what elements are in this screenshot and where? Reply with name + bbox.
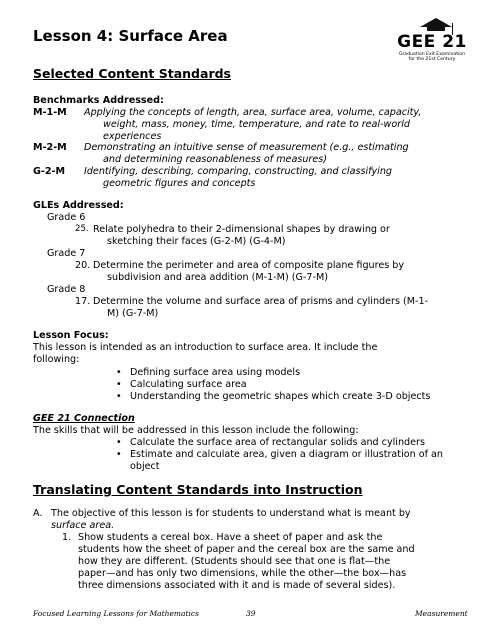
gee-bullet-cont: object <box>130 461 160 472</box>
benchmark-code: M-1-M <box>33 107 67 118</box>
gee-bullet: • Calculate the surface area of rectangular solids and cylinders <box>130 437 425 449</box>
footer-left: Focused Learning Lessons for Mathematics <box>33 609 199 618</box>
logo-text: GEE 21 <box>397 32 467 52</box>
translating-heading: Translating Content Standards into Instruction <box>33 482 363 497</box>
benchmark-text: Applying the concepts of length, area, surface area, volume, capacity, <box>84 107 422 118</box>
step-text: how they are different. (Students should see that one is flat—the <box>78 556 391 567</box>
gee-bullet: • Estimate and calculate area, given a diagram or illustration of an <box>130 449 443 461</box>
gle-text: subdivision and area addition (M-1-M) (G-7-M) <box>107 272 328 283</box>
gle-text: Determine the volume and surface area of prisms and cylinders (M-1- <box>93 296 429 307</box>
benchmark-text: weight, mass, money, time, temperature, and rate to real-world <box>103 119 410 130</box>
gee-connection-label: GEE 21 Connection <box>33 413 135 424</box>
grade-label: Grade 7 <box>47 248 86 259</box>
logo-subtitle-1: Graduation Exit Examination <box>398 52 466 57</box>
focus-bullet: • Understanding the geometric shapes which create 3-D objects <box>130 391 430 403</box>
benchmark-code: M-2-M <box>33 142 67 153</box>
page-number: 39 <box>246 609 256 618</box>
objective-text: surface area. <box>51 520 115 531</box>
gee21-logo <box>392 18 472 66</box>
grade-label: Grade 8 <box>47 284 86 295</box>
gee-intro: The skills that will be addressed in this lesson include the following: <box>33 425 359 436</box>
focus-label: Lesson Focus: <box>33 330 109 341</box>
benchmark-text: experiences <box>103 131 162 142</box>
benchmark-text: Demonstrating an intuitive sense of measurement (e.g., estimating <box>84 142 409 153</box>
focus-bullet: • Defining surface area using models <box>130 367 300 379</box>
focus-bullet: • Calculating surface area <box>130 379 247 391</box>
gle-number: 17. <box>75 296 91 307</box>
step-number: 1. <box>62 532 72 543</box>
graduation-cap-base <box>427 26 445 31</box>
step-text: Show students a cereal box. Have a sheet of paper and ask the <box>78 532 383 543</box>
list-marker: A. <box>33 508 43 519</box>
gle-text: M) (G-7-M) <box>107 308 159 319</box>
footer-right: Measurement <box>415 609 468 618</box>
gle-number: 25. <box>75 224 89 234</box>
benchmark-text: geometric figures and concepts <box>103 178 256 189</box>
gle-text: Determine the perimeter and area of composite plane figures by <box>93 260 405 271</box>
page-title: Lesson 4: Surface Area <box>33 27 228 45</box>
step-text: students how the sheet of paper and the cereal box are the same and <box>78 544 415 555</box>
benchmark-text: and determining reasonableness of measures) <box>103 154 328 165</box>
gle-number: 20. <box>75 260 91 271</box>
gles-label: GLEs Addressed: <box>33 200 124 211</box>
focus-text: This lesson is intended as an introduction to surface area. It include the <box>33 342 378 353</box>
step-text: three dimensions associated with it and is made of several sides). <box>78 580 396 591</box>
step-text: paper—and has only two dimensions, while the other—the box—has <box>78 568 407 579</box>
benchmark-text: Identifying, describing, comparing, constructing, and classifying <box>84 166 393 177</box>
objective-text: The objective of this lesson is for students to understand what is meant by <box>51 508 411 519</box>
benchmarks-label: Benchmarks Addressed: <box>33 95 164 106</box>
focus-text: following: <box>33 354 80 365</box>
standards-heading: Selected Content Standards <box>33 66 231 81</box>
grade-label: Grade 6 <box>47 212 86 223</box>
benchmark-code: G-2-M <box>33 166 66 177</box>
gle-text: sketching their faces (G-2-M) (G-4-M) <box>107 236 286 247</box>
gle-text: Relate polyhedra to their 2-dimensional shapes by drawing or <box>93 224 390 235</box>
logo-subtitle-2: for the 21st Century <box>408 57 456 62</box>
